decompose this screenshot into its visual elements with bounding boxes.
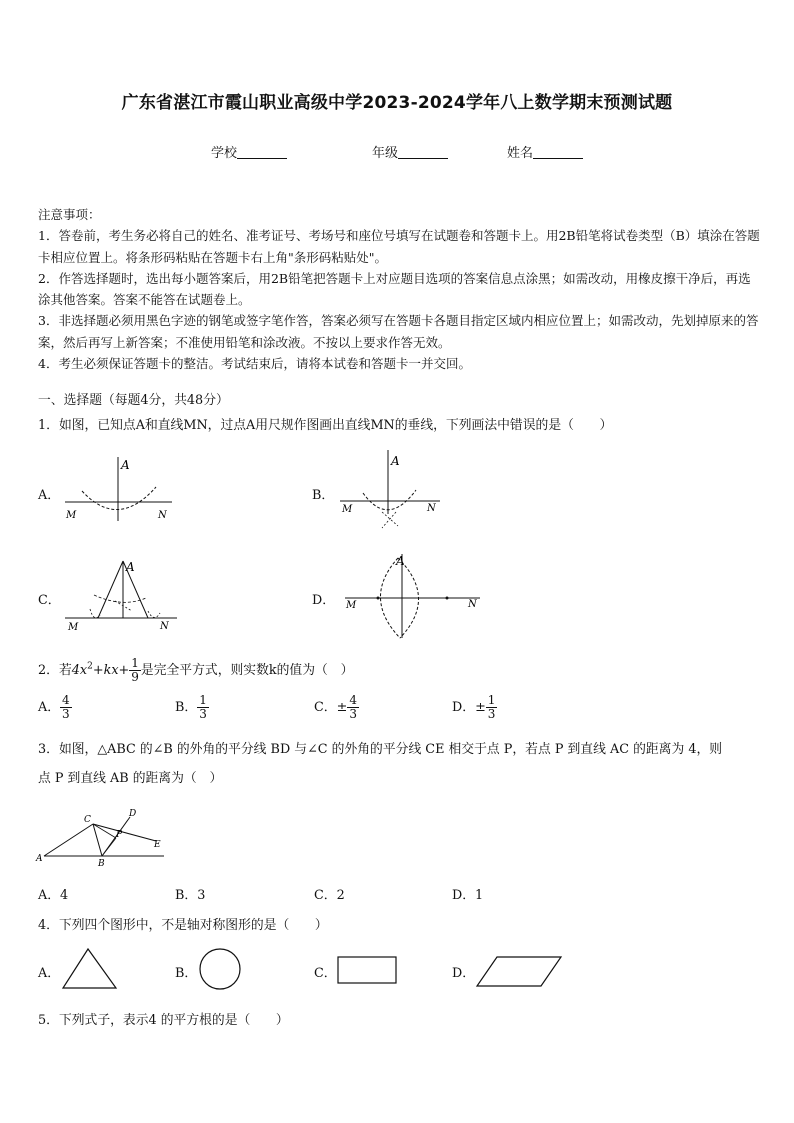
q2-expr-sup: 2	[87, 661, 93, 672]
q1-figure-d	[340, 550, 485, 642]
question-4-text: 4．下列四个图形中，不是轴对称图形的是（ ）	[38, 918, 328, 933]
note-item: 3．非选择题必须用黑色字迹的钢笔或签字笔作答，答案必须写在答题卡各题目指定区域内相应位置上；如需改动，先划掉原来的答案，然后再写上新答案；不准使用铅笔和涂改液。不按以上要求作答无效。	[38, 313, 759, 350]
grade-blank[interactable]	[398, 147, 448, 159]
question-1-text: 1．如图，已知点A和直线MN，过点A用尺规作图画出直线MN的垂线，下列画法中错误的是（ ）	[38, 418, 613, 433]
q4-option-a[interactable]: A．	[38, 966, 61, 981]
note-item: 2．作答选择题时，选出每小题答案后，用2B铅笔把答题卡上对应题目选项的答案信息点涂黑；如需改动，用橡皮擦干净后，再选涂其他答案。答案不能答在试题卷上。	[38, 270, 751, 308]
q2-option-d[interactable]: D．± $\frac{1}{3}$	[452, 693, 496, 721]
label-a: A	[391, 454, 400, 468]
label-a: A	[126, 560, 135, 574]
q4-option-d[interactable]: D．	[452, 966, 476, 981]
grade-label: 年级	[372, 146, 399, 161]
q2-suffix: 是完全平方式，则实数k的值为（ ）	[140, 663, 354, 678]
name-blank[interactable]	[533, 147, 583, 159]
label-p: P	[116, 830, 123, 840]
q1-figure-b	[338, 448, 443, 533]
q2-fraction: $\frac{1}{9}$	[131, 656, 139, 684]
q2-expr-a: 4x	[71, 663, 88, 678]
q1-option-b[interactable]: B．	[312, 488, 335, 503]
q4-option-b[interactable]: B．	[175, 966, 198, 981]
page-title: 广东省湛江市霞山职业高级中学2023-2024学年八上数学期末预测试题	[121, 93, 673, 113]
label-a: A	[121, 458, 130, 472]
triangle-icon	[60, 947, 120, 991]
q1-option-a[interactable]: A．	[38, 488, 61, 503]
q2-option-b[interactable]: B． $\frac{1}{3}$	[175, 693, 207, 721]
label-n: N	[427, 503, 436, 514]
q2-prefix: 2．若	[38, 663, 72, 678]
q3-figure	[36, 808, 166, 868]
notes-block	[38, 204, 760, 374]
q3-option-d[interactable]: D．1	[452, 888, 484, 903]
q2-option-c[interactable]: C．± $\frac{4}{3}$	[314, 693, 357, 721]
label-n: N	[468, 599, 477, 610]
parallelogram-icon	[475, 955, 565, 989]
section-heading: 一、选择题（每题4分，共48分）	[38, 393, 229, 408]
rectangle-icon	[337, 955, 399, 987]
q1-option-d[interactable]: D．	[312, 593, 336, 608]
school-label: 学校	[211, 146, 238, 161]
label-b: B	[98, 859, 105, 869]
name-field	[507, 142, 583, 161]
question-3-line1: 3．如图，△ABC 的∠B 的外角的平分线 BD 与∠C 的外角的平分线 CE 相交于点 P，若点 P 到直线 AC 的距离为 4，则	[38, 742, 723, 757]
q1-option-c[interactable]: C．	[38, 593, 61, 608]
circle-icon	[198, 947, 244, 993]
name-label: 姓名	[507, 146, 534, 161]
school-blank[interactable]	[237, 147, 287, 159]
q1-figure-c	[60, 553, 180, 633]
q3-option-b[interactable]: B．3	[175, 888, 206, 903]
label-a: A	[36, 854, 43, 864]
q3-option-c[interactable]: C．2	[314, 888, 345, 903]
note-item: 4．考生必须保证答题卡的整洁。考试结束后，请将本试卷和答题卡一并交回。	[38, 356, 471, 372]
label-a: A	[396, 554, 405, 568]
q1-figure-a	[60, 455, 175, 525]
grade-field	[372, 142, 448, 161]
label-m: M	[66, 510, 77, 521]
notes-heading: 注意事项：	[38, 207, 101, 222]
question-3-line2: 点 P 到直线 AB 的距离为（ ）	[38, 771, 223, 786]
label-m: M	[342, 504, 353, 515]
note-item: 1．答卷前，考生务必将自己的姓名、准考证号、考场号和座位号填写在试题卷和答题卡上。用2B铅笔将试卷类型（B）填涂在答题卡相应位置上。将条形码粘贴在答题卡右上角"条形码粘贴处"。	[38, 228, 760, 265]
q4-option-c[interactable]: C．	[314, 966, 337, 981]
school-field	[211, 142, 287, 161]
label-m: M	[68, 622, 79, 633]
question-5-text: 5．下列式子，表示4 的平方根的是（ ）	[38, 1013, 289, 1028]
q2-expr-b: +kx+	[92, 663, 130, 678]
question-2-text	[38, 657, 353, 684]
q3-option-a[interactable]: A．4	[38, 888, 69, 903]
q2-option-a[interactable]: A． $\frac{4}{3}$	[38, 693, 70, 721]
label-n: N	[158, 510, 167, 521]
label-c: C	[84, 815, 91, 825]
label-d: D	[129, 809, 137, 819]
label-e: E	[154, 840, 161, 850]
label-n: N	[160, 621, 169, 632]
label-m: M	[346, 600, 357, 611]
